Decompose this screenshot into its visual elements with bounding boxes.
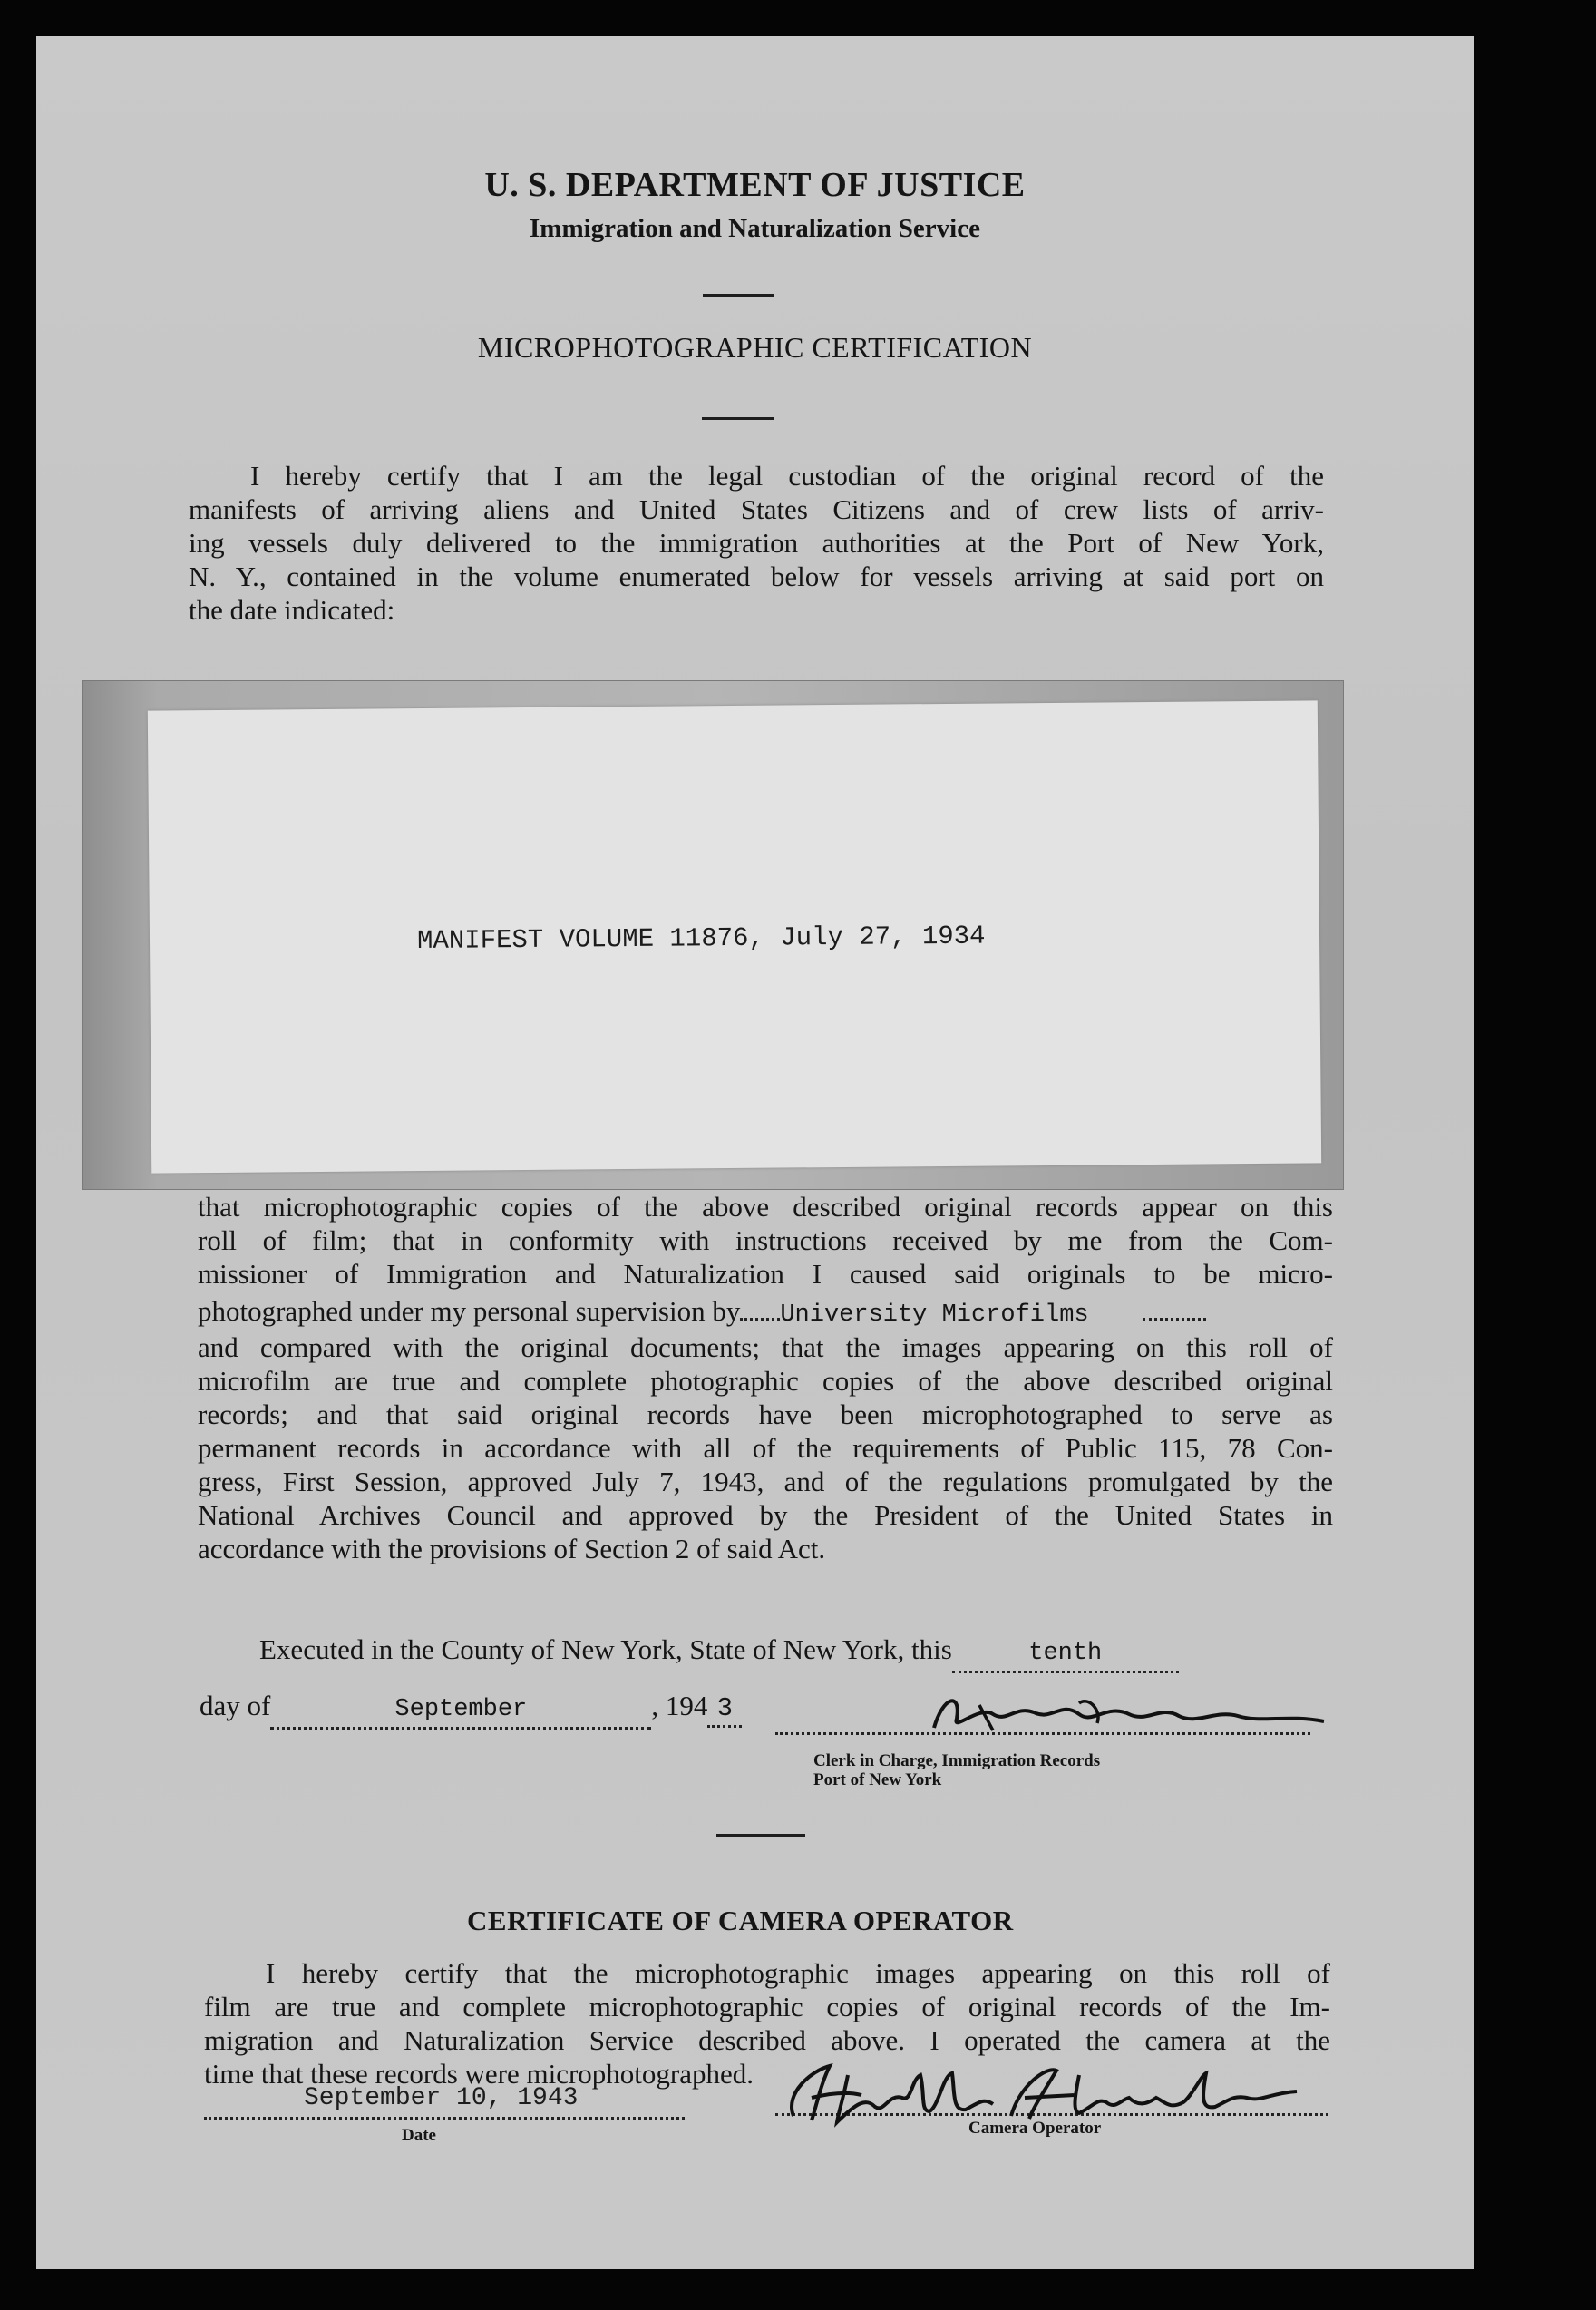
paragraph-line: ing vessels duly delivered to the immigration authorities at the Port of New York, xyxy=(189,527,1324,559)
paragraph-line: migration and Naturalization Service described above. I operated the camera at the xyxy=(204,2024,1330,2056)
paragraph-line: that microphotographic copies of the above described original records appear on this xyxy=(198,1191,1333,1223)
intro-paragraph xyxy=(189,459,1324,627)
clerk-signature xyxy=(925,1687,1342,1741)
paragraph-line: manifests of arriving aliens and United States Citizens and of crew lists of arriv- xyxy=(189,493,1324,525)
paragraph-line: National Archives Council and approved by the President of the United States in xyxy=(198,1499,1333,1531)
divider xyxy=(716,1834,805,1837)
paragraph-line: N. Y., contained in the volume enumerated below for vessels arriving at said port on xyxy=(189,560,1324,592)
paragraph-line: film are true and complete microphotographic copies of original records of the Im- xyxy=(204,1991,1330,2022)
year-prefix: , 194 xyxy=(651,1690,708,1721)
paragraph-line: I hereby certify that the microphotographic images appearing on this roll of xyxy=(266,1957,1330,1989)
day-of-line xyxy=(200,1689,1016,1730)
camera-certificate-title: CERTIFICATE OF CAMERA OPERATOR xyxy=(467,1905,1014,1936)
executed-prefix: Executed in the County of New York, State of New York, this xyxy=(259,1633,952,1665)
divider xyxy=(702,417,774,420)
paragraph-line: permanent records in accordance with all of the requirements of Public 115, 78 Con- xyxy=(198,1432,1333,1464)
paragraph-line: and compared with the original documents; that the images appearing on this roll of xyxy=(198,1331,1333,1363)
dotted-leader xyxy=(1143,1318,1206,1321)
date-value: September 10, 1943 xyxy=(304,2084,579,2112)
date-label: Date xyxy=(402,2126,436,2145)
paragraph-line: roll of film; that in conformity with instructions received by me from the Com- xyxy=(198,1224,1333,1256)
paragraph-line: records; and that said original records have been microphotographed to serve as xyxy=(198,1399,1333,1430)
dotted-leader xyxy=(740,1318,780,1321)
certificate-page xyxy=(36,36,1474,2269)
volume-label-text: MANIFEST VOLUME 11876, July 27, 1934 xyxy=(416,921,986,957)
paragraph-line: gress, First Session, approved July 7, 1943, and of the regulations promulgated by the xyxy=(198,1466,1333,1497)
divider xyxy=(703,294,774,297)
paragraph-line: the date indicated: xyxy=(189,594,395,626)
paragraph-line: time that these records were microphotographed. xyxy=(204,2058,754,2090)
supervision-prefix: photographed under my personal supervision by xyxy=(198,1295,741,1327)
form-title: MICROPHOTOGRAPHIC CERTIFICATION xyxy=(477,331,1033,364)
agency-heading: U. S. DEPARTMENT OF JUSTICE xyxy=(484,166,1026,204)
paragraph-line: missioner of Immigration and Naturalization I caused said originals to be micro- xyxy=(198,1258,1333,1290)
clerk-title-line: Clerk in Charge, Immigration Records xyxy=(813,1751,1101,1770)
supervision-field: University Microfilms xyxy=(780,1301,1089,1329)
body-paragraph xyxy=(198,1190,1333,1565)
day-of-label: day of xyxy=(200,1690,271,1721)
executed-month-field: September xyxy=(270,1693,651,1730)
supervision-line xyxy=(198,1291,1333,1330)
clerk-title-line: Port of New York xyxy=(813,1770,942,1789)
operator-label: Camera Operator xyxy=(968,2119,1102,2138)
paragraph-line: I hereby certify that I am the legal custodian of the original record of the xyxy=(250,460,1324,492)
date-line xyxy=(204,2084,685,2120)
year-digit-field: 3 xyxy=(707,1691,742,1728)
service-subheading: Immigration and Naturalization Service xyxy=(530,214,980,243)
executed-line xyxy=(259,1633,1348,1673)
pasted-volume-label xyxy=(148,700,1321,1173)
paragraph-line: microfilm are true and complete photographic copies of the above described original xyxy=(198,1365,1333,1397)
paragraph-line: accordance with the provisions of Section 2 of said Act. xyxy=(198,1533,826,1564)
executed-day-field: tenth xyxy=(952,1637,1179,1673)
clerk-title xyxy=(813,1751,1100,1789)
